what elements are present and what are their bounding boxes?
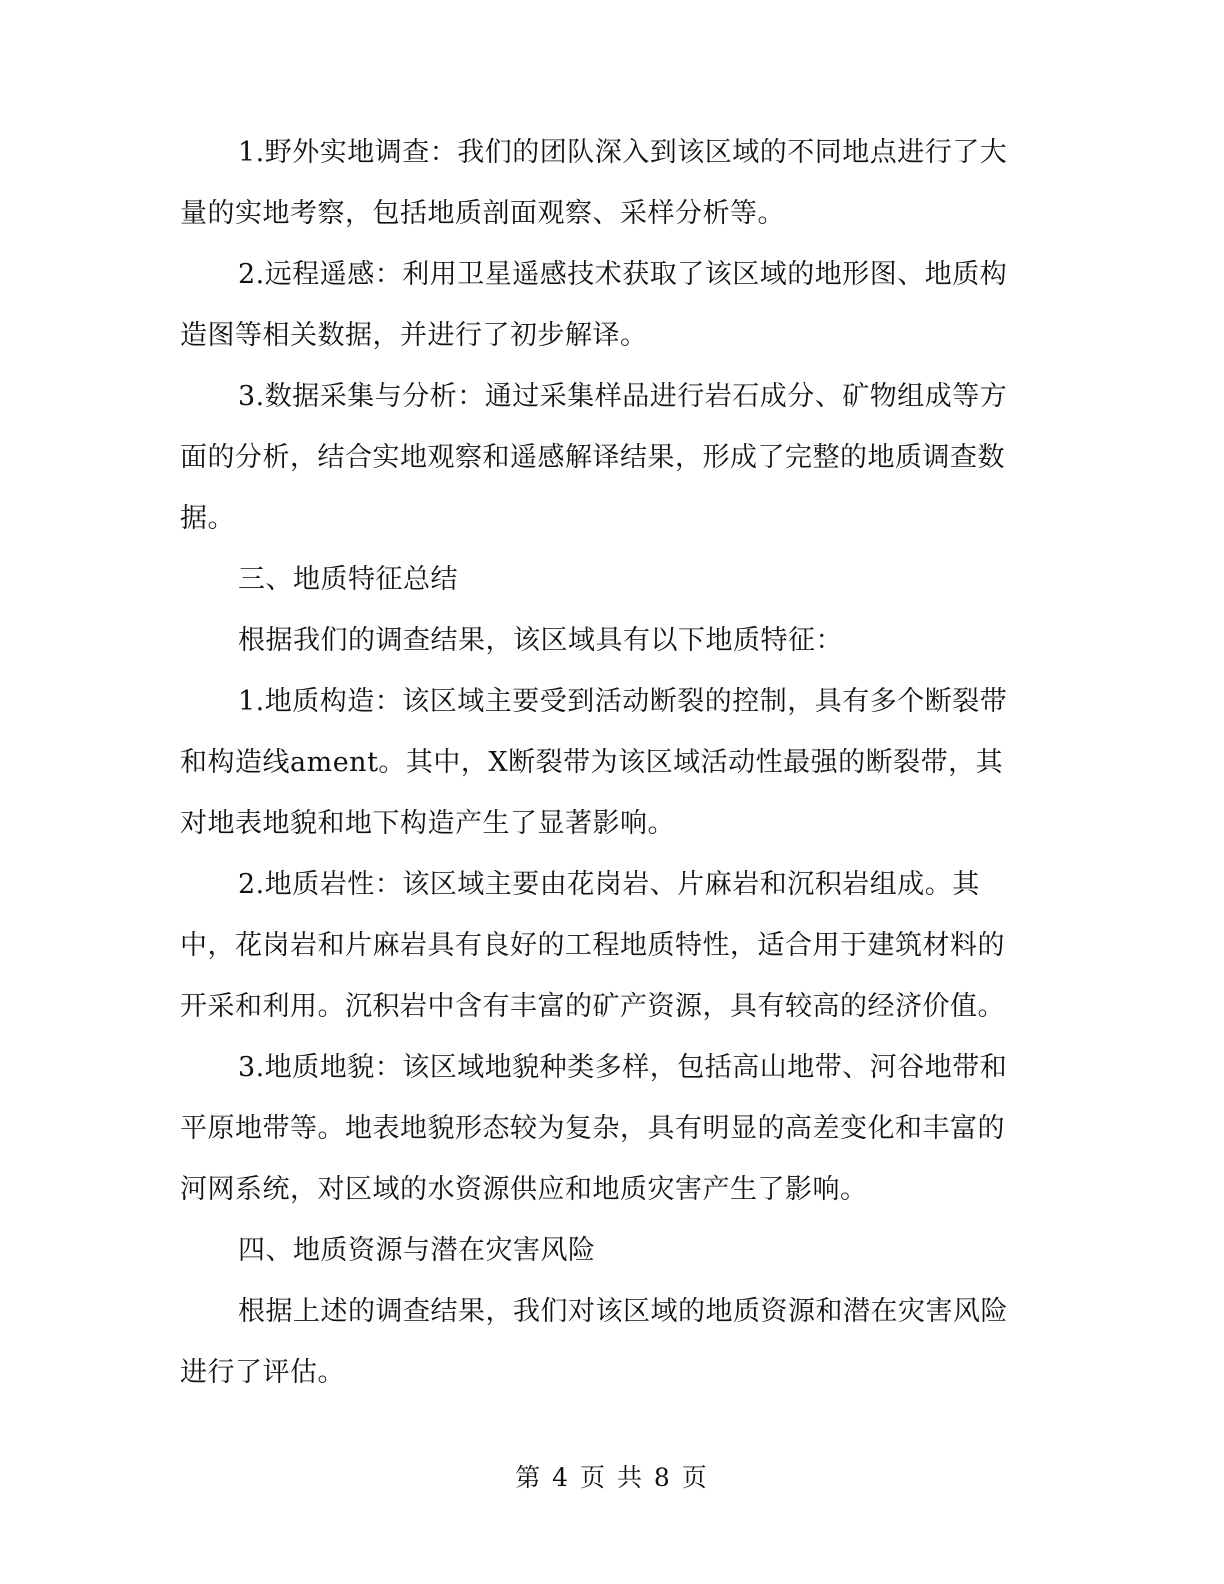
paragraph-remote-sensing: 2.远程遥感：利用卫星遥感技术获取了该区域的地形图、地质构造图等相关数据，并进行了初步解译。: [180, 259, 1008, 351]
paragraph-lithology: 2.地质岩性：该区域主要由花岗岩、片麻岩和沉积岩组成。其中，花岗岩和片麻岩具有良好的工程地质特性，适合用于建筑材料的开采和利用。沉积岩中含有丰富的矿产资源，具有较高的经济价值。: [180, 869, 1005, 1022]
paragraph-structure: 1.地质构造：该区域主要受到活动断裂的控制，具有多个断裂带和构造线ament。其中，X断裂带为该区域活动性最强的断裂带，其对地表地貌和地下构造产生了显著影响。: [180, 686, 1008, 839]
paragraph-landform: 3.地质地貌：该区域地貌种类多样，包括高山地带、河谷地带和平原地带等。地表地貌形态较为复杂，具有明显的高差变化和丰富的河网系统，对区域的水资源供应和地质灾害产生了影响。: [180, 1052, 1008, 1205]
section-heading-geology-summary: 三、地质特征总结: [238, 564, 458, 595]
document-body: [180, 122, 1030, 1403]
paragraph-summary-intro: 根据我们的调查结果，该区域具有以下地质特征：: [238, 625, 843, 656]
paragraph-assessment: 根据上述的调查结果，我们对该区域的地质资源和潜在灾害风险进行了评估。: [180, 1296, 1008, 1388]
page-number-footer: 第 4 页 共 8 页: [515, 1463, 709, 1492]
paragraph-data-analysis: 3.数据采集与分析：通过采集样品进行岩石成分、矿物组成等方面的分析，结合实地观察和遥感解译结果，形成了完整的地质调查数据。: [180, 381, 1008, 534]
section-heading-resources-risks: 四、地质资源与潜在灾害风险: [238, 1235, 596, 1266]
paragraph-field-survey: 1.野外实地调查：我们的团队深入到该区域的不同地点进行了大量的实地考察，包括地质剖面观察、采样分析等。: [180, 137, 1008, 229]
